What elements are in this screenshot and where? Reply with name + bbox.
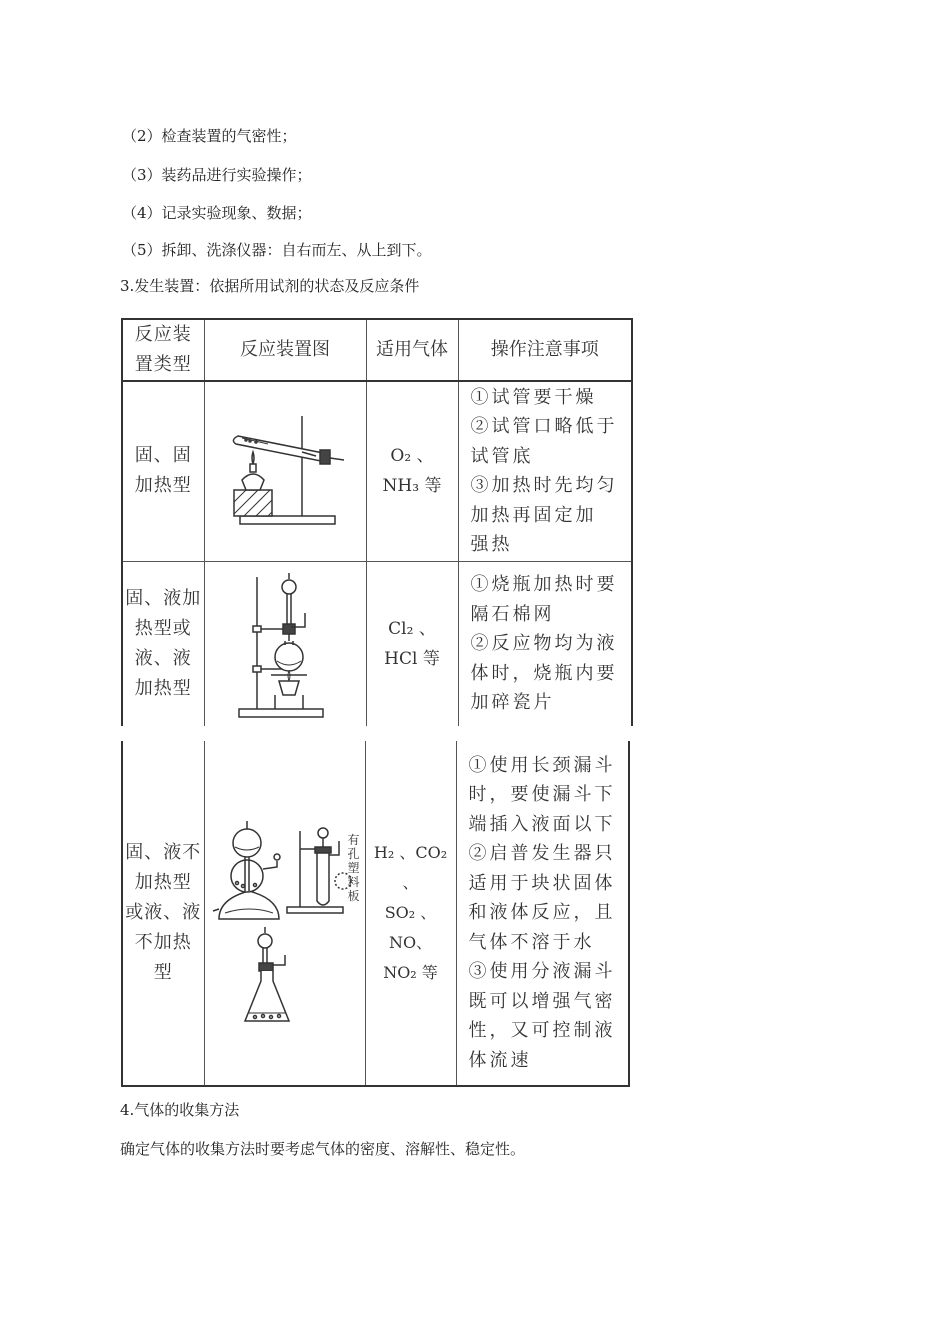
note-line: ①试管要干燥 [470, 386, 597, 408]
row2-gas [366, 561, 458, 726]
row1-diagram [204, 381, 366, 561]
row2-type-line: 热型或 [134, 617, 192, 639]
note-line: 时，要使漏斗下 [468, 784, 616, 806]
table-header-row [122, 319, 632, 381]
section4-body: 确定气体的收集方法时要考虑气体的密度、溶解性、稳定性。 [120, 1140, 526, 1158]
row2-type-line: 加热型 [134, 677, 192, 699]
perforated-plate-label [347, 833, 361, 903]
note-line: ③使用分液漏斗 [468, 961, 616, 983]
header-diagram: 反应装置图 [204, 319, 366, 381]
note-line: 体流速 [468, 1049, 532, 1071]
header-type-line1: 反应装 [134, 324, 192, 345]
note-line: ①使用长颈漏斗 [468, 754, 616, 776]
note-line: ①烧瓶加热时要 [470, 574, 618, 595]
row3-type-line: 加热型 [134, 872, 192, 893]
row2-gas-line: HCl 等 [384, 648, 440, 669]
note-line: 加碎瓷片 [470, 692, 555, 713]
row1-gas-line: O₂ 、 [390, 446, 434, 467]
row3-type-line: 或液、液 [125, 902, 202, 923]
row1-type-line: 固、固 [134, 445, 192, 467]
row3-type-line: 固、液不 [125, 842, 202, 863]
note-line: ③加热时先均匀 [470, 475, 618, 497]
note-line: 强热 [470, 534, 513, 556]
row3-diagram [204, 741, 365, 1086]
note-line: ②反应物均为液 [470, 633, 618, 654]
table-row [122, 561, 632, 726]
row3-notes [456, 741, 629, 1086]
step-4: （4）记录实验现象、数据； [122, 204, 312, 222]
row2-type-line: 固、液加 [125, 587, 202, 609]
row2-type-line: 液、液 [134, 647, 192, 669]
label-char: 孔 [347, 847, 360, 861]
row1-type-line: 加热型 [134, 475, 192, 497]
label-char: 有 [347, 833, 360, 847]
solid-heating-apparatus-icon [220, 406, 350, 536]
note-line: 性，又可控制液 [468, 1020, 616, 1042]
row2-type [122, 561, 204, 726]
apparatus-table-part2 [121, 741, 630, 1087]
row2-notes [458, 561, 632, 726]
row1-type [122, 381, 204, 561]
note-line: 试管底 [470, 445, 534, 467]
row2-gas-line: Cl₂ 、 [388, 618, 436, 639]
note-line: 端插入液面以下 [468, 813, 616, 835]
table-row [122, 741, 629, 1086]
section4-title: 4.气体的收集方法 [120, 1101, 240, 1119]
row3-type-line: 不加热 [134, 932, 192, 953]
note-line: ②试管口略低于 [470, 416, 618, 438]
row3-gas [365, 741, 456, 1086]
note-line: 和液体反应，且 [468, 902, 616, 924]
apparatus-table-part1 [121, 318, 633, 726]
step-5: （5）拆卸、洗涤仪器：自右而左、从上到下。 [122, 241, 432, 259]
note-line: 体时，烧瓶内要 [470, 662, 618, 684]
kipp-generator-and-flask-icon [205, 741, 366, 1085]
row3-gas-line: NO₂ 等 [383, 963, 438, 982]
label-char: 料 [347, 875, 360, 889]
header-type [122, 319, 204, 381]
section3-title: 3.发生装置：依据所用试剂的状态及反应条件 [120, 277, 420, 295]
header-gas: 适用气体 [366, 319, 458, 381]
row3-type-line: 型 [153, 962, 173, 983]
note-line: 隔石棉网 [470, 603, 555, 625]
header-notes: 操作注意事项 [458, 319, 632, 381]
step-2: （2）检查装置的气密性； [122, 127, 297, 145]
header-type-line2: 置类型 [134, 354, 192, 375]
row3-gas-line: SO₂ 、NO、 [384, 903, 437, 952]
note-line: 既可以增强气密 [468, 990, 616, 1012]
step-3: （3）装药品进行实验操作； [122, 166, 312, 184]
row1-gas-line: NH₃ 等 [382, 476, 442, 497]
row3-type [122, 741, 204, 1086]
note-line: ②启普发生器只 [468, 843, 616, 865]
row2-diagram [204, 561, 366, 726]
label-char: 板 [347, 889, 360, 903]
note-line: 气体不溶于水 [468, 931, 595, 953]
solid-liquid-heating-apparatus-icon [235, 569, 335, 719]
note-line: 加热再固定加 [470, 504, 597, 526]
row1-notes [458, 381, 632, 561]
label-char: 塑 [347, 861, 360, 875]
row3-gas-line: H₂ 、CO₂ 、 [373, 843, 448, 892]
note-line: 适用于块状固体 [468, 872, 616, 894]
table-row [122, 381, 632, 561]
row1-gas [366, 381, 458, 561]
